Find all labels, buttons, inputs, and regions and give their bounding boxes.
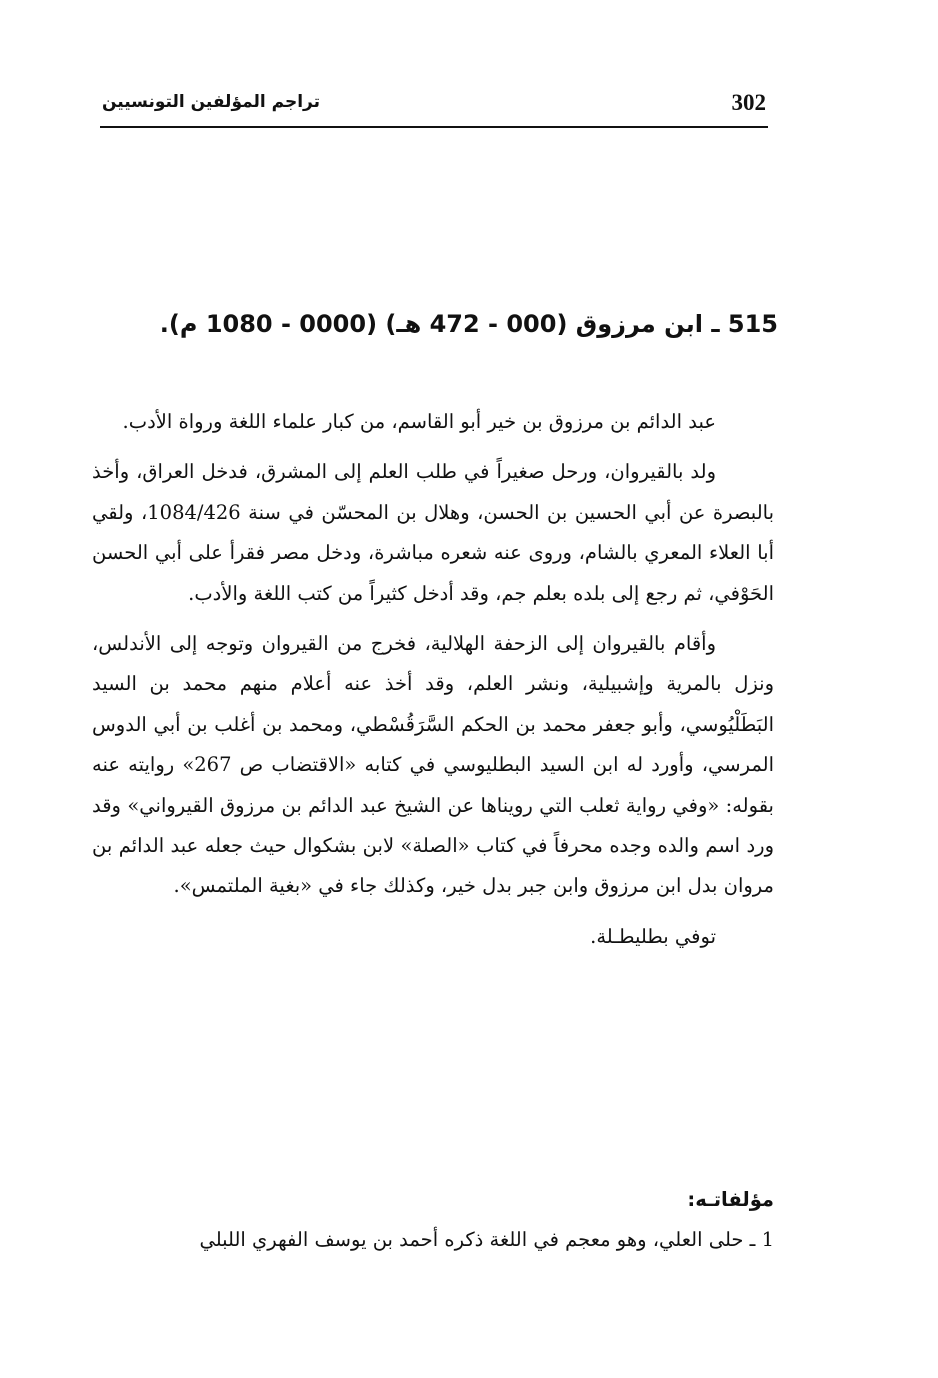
- paragraph: توفي بطليطـلة.: [590, 924, 716, 948]
- running-title: تراجم المؤلفين التونسيين: [102, 92, 320, 112]
- works-item: 1 ـ حلى العلي، وهو معجم في اللغة ذكره أحمد بن يوسف الفهري اللبلي: [199, 1228, 774, 1251]
- paragraph: ولد بالقيروان، ورحل صغيراً في طلب العلم إلى المشرق، فدخل العراق، وأخذ بالبصرة عن أبي الحسين بن الحسن، وهلال بن المحسّن في سنة 1084/426، ولقي أبا العلاء المعري بالشام، وروى عنه شعره مباشرة، ودخل مصر فقرأ على أبي الحسن الحَوْفي، ثم رجع إلى بلده بعلم جم، وقد أدخل كثيراً من كتب اللغة والأدب.: [92, 460, 775, 605]
- page-number: 302: [731, 90, 766, 115]
- paragraph: عبد الدائم بن مرزوق بن خير أبو القاسم، من كبار علماء اللغة ورواة الأدب.: [122, 410, 716, 433]
- entry-title: 515 ـ ابن مرزوق (000 - 472 هـ) (0000 - 1080 م).: [159, 310, 778, 338]
- page-header: [100, 86, 768, 128]
- works-heading: مؤلفاتـه:: [687, 1188, 774, 1211]
- paragraph: وأقام بالقيروان إلى الزحفة الهلالية، فخرج من القيروان وتوجه إلى الأندلس، ونزل بالمرية وإشبيلية، ونشر العلم، وقد أخذ عنه أعلام منهم محمد بن السيد البَطَلْيُوسي، وأبو جعفر محمد بن الحكم السَّرَقُسْطي، ومحمد بن أغلب بن أبي الدوس المرسي، وأورد له ابن السيد البطليوسي في كتابه «الاقتضاب ص 267» روايته عنه بقوله: «وفي رواية ثعلب التي رويناها عن الشيخ عبد الدائم بن مرزوق القيرواني» وقد ورد اسم والده وجده محرفاً في كتاب «الصلة» لابن بشكوال حيث جعله عبد الدائم بن مروان بدل ابن مرزوق وابن جبر بدل خير، وكذلك جاء في «بغية الملتمس».: [92, 632, 775, 898]
- works-section: [92, 1180, 774, 1260]
- biography-body: [92, 402, 774, 957]
